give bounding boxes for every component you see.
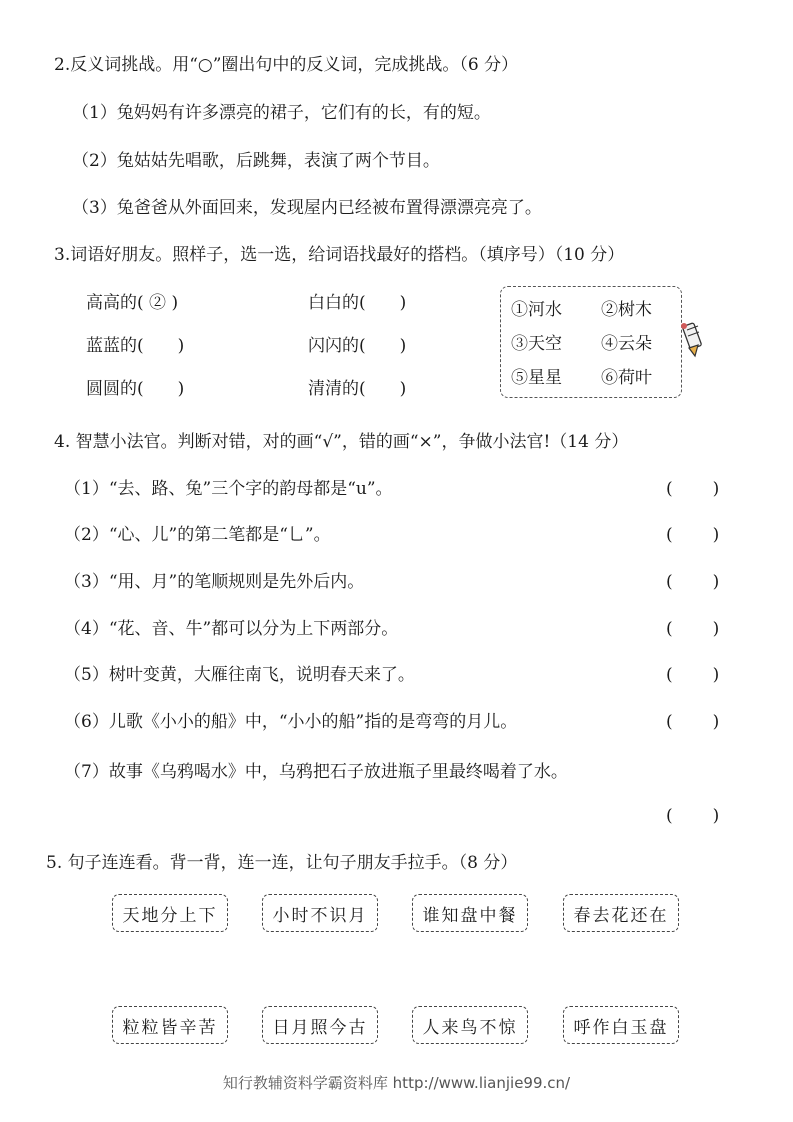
q4-title: 4. 智慧小法官。判断对错，对的画“√”，错的画“×”，争做小法官!（14 分） [54, 432, 629, 452]
q4-answer-2: ( ) [666, 525, 722, 545]
q4-item-2: （2）“心、儿”的第二笔都是“乚”。 [64, 525, 331, 545]
q2-item-2: （2）兔姑姑先唱歌，后跳舞，表演了两个节目。 [72, 151, 440, 171]
q3-fill-1: 高高的( ② ) [86, 293, 179, 313]
q4-answer-6: ( ) [666, 712, 722, 732]
q4-item-1: （1）“去、路、兔”三个字的韵母都是“u”。 [64, 479, 393, 499]
q4-answer-5: ( ) [666, 665, 722, 685]
q5-bottom-phrase-4[interactable]: 呼作白玉盘 [563, 1006, 679, 1044]
q3-option-1: ①河水 [511, 300, 562, 320]
q5-bottom-phrase-3[interactable]: 人来鸟不惊 [412, 1006, 528, 1044]
q4-item-3: （3）“用、月”的笔顺规则是先外后内。 [64, 572, 365, 592]
q3-title: 3.词语好朋友。照样子，选一选，给词语找最好的搭档。（填序号）（10 分） [54, 245, 625, 265]
q4-answer-3: ( ) [666, 572, 722, 592]
q3-options-box [500, 286, 682, 398]
q5-bottom-phrase-2[interactable]: 日月照今古 [262, 1006, 378, 1044]
pencil-icon [678, 318, 708, 360]
q4-item-4: （4）“花、音、牛”都可以分为上下两部分。 [64, 619, 399, 639]
q5-top-phrase-3[interactable]: 谁知盘中餐 [412, 894, 528, 932]
q5-bottom-phrase-1[interactable]: 粒粒皆辛苦 [112, 1006, 228, 1044]
q3-fill-6: 清清的( ) [308, 379, 407, 399]
q4-item-6: （6）儿歌《小小的船》中，“小小的船”指的是弯弯的月儿。 [64, 712, 518, 732]
q4-answer-7: ( ) [666, 806, 722, 826]
q2-item-3: （3）兔爸爸从外面回来，发现屋内已经被布置得漂漂亮亮了。 [72, 198, 542, 218]
footer-source: 知行教辅资料学霸资料库 http://www.lianjie99.cn/ [222, 1074, 571, 1092]
q3-option-5: ⑤星星 [511, 368, 562, 388]
q3-option-4: ④云朵 [601, 334, 652, 354]
q4-answer-4: ( ) [666, 619, 722, 639]
q2-item-1: （1）兔妈妈有许多漂亮的裙子，它们有的长，有的短。 [72, 103, 491, 123]
q3-fill-5: 圆圆的( ) [86, 379, 185, 399]
q5-top-phrase-1[interactable]: 天地分上下 [112, 894, 228, 932]
q2-title: 2.反义词挑战。用“○”圈出句中的反义词，完成挑战。（6 分） [54, 55, 519, 75]
q4-item-7: （7）故事《乌鸦喝水》中，乌鸦把石子放进瓶子里最终喝着了水。 [64, 762, 568, 782]
q4-answer-1: ( ) [666, 479, 722, 499]
q5-title: 5. 句子连连看。背一背，连一连，让句子朋友手拉手。（8 分） [46, 853, 518, 873]
q5-top-phrase-4[interactable]: 春去花还在 [563, 894, 679, 932]
q5-top-phrase-2[interactable]: 小时不识月 [262, 894, 378, 932]
q3-fill-3: 蓝蓝的( ) [86, 336, 185, 356]
q3-fill-2: 白白的( ) [308, 293, 407, 313]
q3-fill-4: 闪闪的( ) [308, 336, 407, 356]
q3-option-6: ⑥荷叶 [601, 368, 652, 388]
q3-option-2: ②树木 [601, 300, 652, 320]
q3-option-3: ③天空 [511, 334, 562, 354]
q4-item-5: （5）树叶变黄，大雁往南飞，说明春天来了。 [64, 665, 415, 685]
